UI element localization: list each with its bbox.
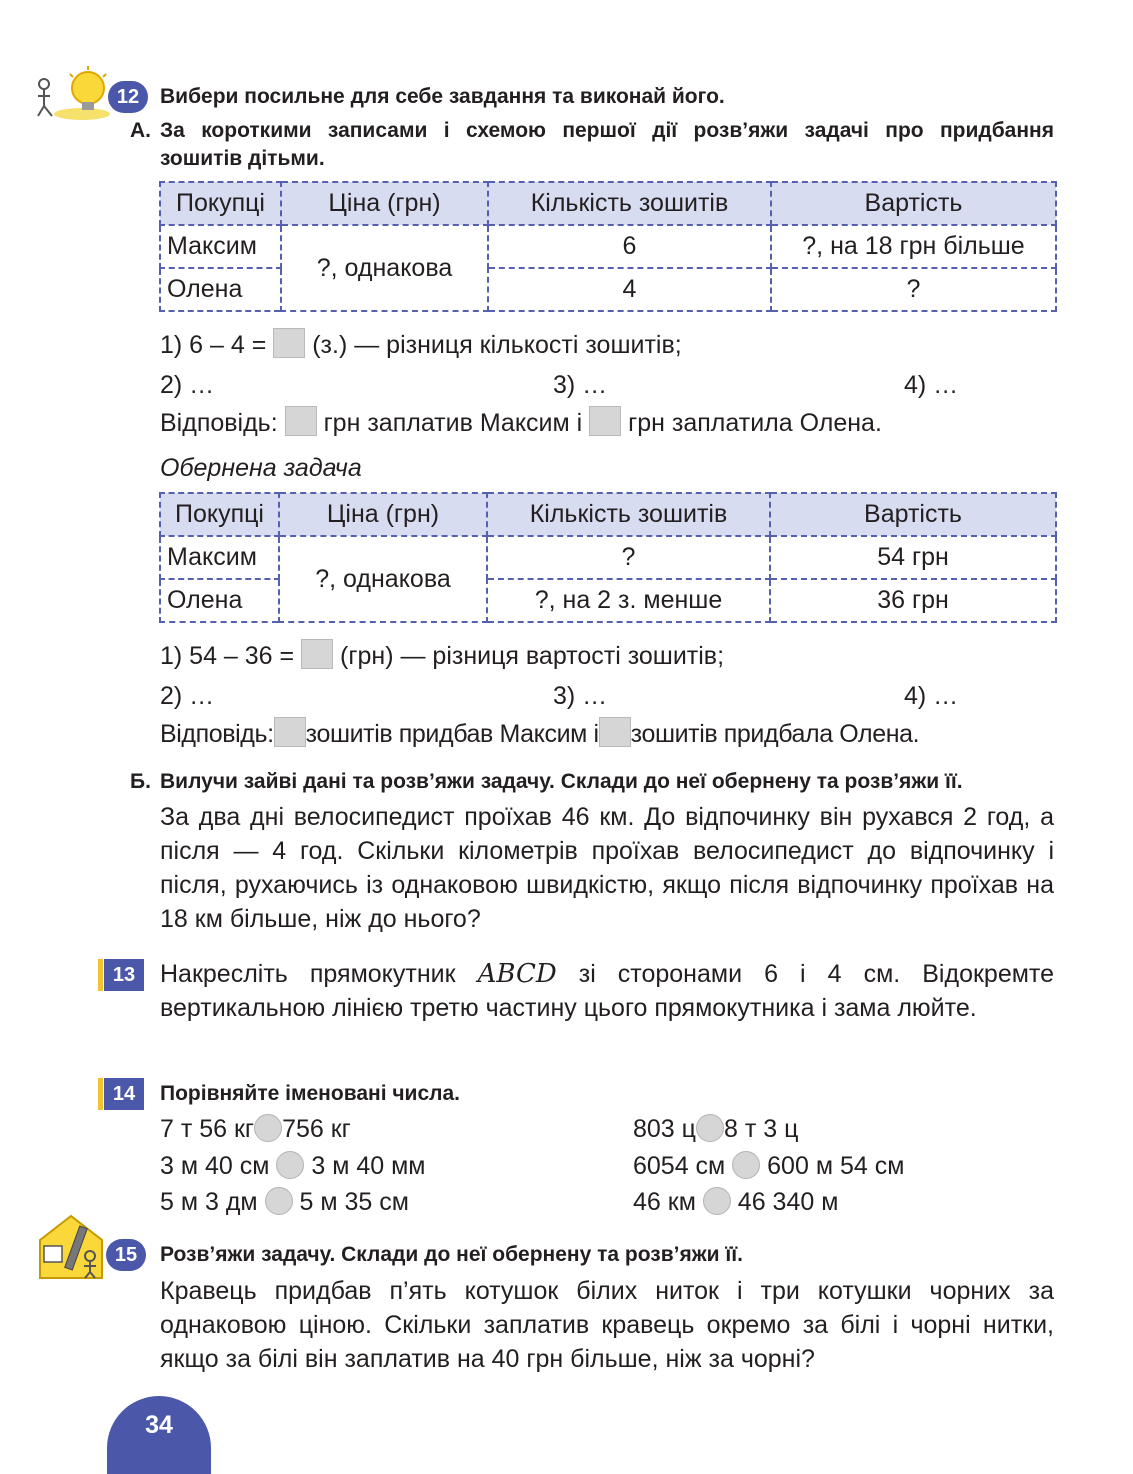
compare-row xyxy=(160,1112,351,1146)
step-1-description: (з.) — різниця кількості зошитів; xyxy=(312,331,682,359)
part-a-text-line2: зошитів дітьми. xyxy=(160,147,325,170)
table-cell: Максим xyxy=(160,225,281,268)
inverse-step-1-description: (грн) — різниця вартості зошитів; xyxy=(340,642,725,670)
compare-circle[interactable] xyxy=(254,1114,282,1142)
part-a-letter: А. xyxy=(130,119,151,142)
table-cell: ?, на 18 грн більше xyxy=(771,225,1056,268)
step-3: 3) … xyxy=(553,371,608,399)
compare-left: 5 м 3 дм xyxy=(160,1188,258,1216)
table-cell: 36 грн xyxy=(770,579,1056,622)
table-cell: ? xyxy=(487,536,770,579)
part-b-text: За два дні велосипедист проїхав 46 км. До відпочинку він рухався 2 год, а після — 4 год. Скільки кілометрів проїхав велосипедист до відпочинку і після, рухаючись із однаковою швидкістю, якщо після відпочинку проїхав на 18 км більше, ніж до нього? xyxy=(160,803,1054,933)
part-b-letter: Б. xyxy=(130,770,151,793)
part-b-title: Вилучи зайві дані та розв’яжи задачу. Склади до неї обернену та розв’яжи її. xyxy=(160,770,963,793)
task-13-text-b: зі сторонами 6 і 4 см. Відокремте вертикальною лінією третю частину цього прямокутника і зама люйте. xyxy=(160,960,1054,1022)
answer-label: Відповідь: xyxy=(160,409,278,437)
compare-circle[interactable] xyxy=(732,1151,760,1179)
task-15-title: Розв’яжи задачу. Склади до неї обернену та розв’яжи її. xyxy=(160,1243,744,1266)
compare-row xyxy=(633,1185,838,1219)
compare-right: 3 м 40 мм xyxy=(311,1152,426,1180)
inverse-step-1-line xyxy=(160,639,724,673)
table-cell: ?, на 2 з. менше xyxy=(487,579,770,622)
header-cell: Кількість зошитів xyxy=(488,182,771,225)
table-cell: 6 xyxy=(488,225,771,268)
header-cell: Вартість xyxy=(770,493,1056,536)
task-12-title: Вибери посильне для себе завдання та виконай його. xyxy=(160,85,725,108)
compare-right: 46 340 м xyxy=(737,1188,839,1216)
answer-box[interactable] xyxy=(274,717,306,747)
task-12-badge: 12 xyxy=(108,81,148,113)
inverse-answer-text-2: зошитів придбала Олена. xyxy=(630,720,920,748)
header-cell: Ціна (грн) xyxy=(281,182,488,225)
compare-circle[interactable] xyxy=(276,1151,304,1179)
part-a-text-line1: За короткими записами і схемою першої дії розв’яжи задачі про придбання xyxy=(160,119,1054,142)
task-15-text: Кравець придбав п’ять котушок білих ниток і три котушки чорних за однаковою ціною. Скільки заплатив кравець окремо за білі і чорні нитки, якщо за білі він заплатив на 40 грн більше, ніж за чорні? xyxy=(160,1277,1054,1373)
compare-left: 3 м 40 см xyxy=(160,1152,270,1180)
compare-row xyxy=(160,1149,425,1183)
compare-right: 5 м 35 см xyxy=(299,1188,409,1216)
inverse-step-4: 4) … xyxy=(904,682,959,710)
answer-box[interactable] xyxy=(301,639,333,669)
answer-box[interactable] xyxy=(589,406,621,436)
answer-text-1: грн заплатив Максим і xyxy=(323,409,583,437)
table-cell: ? xyxy=(771,268,1056,311)
compare-left: 46 км xyxy=(633,1188,696,1216)
header-cell: Покупці xyxy=(160,493,279,536)
step-1-expression: 1) 6 – 4 = xyxy=(160,331,267,359)
compare-circle[interactable] xyxy=(703,1187,731,1215)
compare-left: 6054 см xyxy=(633,1152,726,1180)
table-row xyxy=(160,225,1056,268)
answer-box[interactable] xyxy=(599,717,631,747)
compare-right: 756 кг xyxy=(282,1115,351,1143)
compare-left: 7 т 56 кг xyxy=(160,1115,255,1143)
table-header-row xyxy=(160,493,1056,536)
rectangle-label: ABCD xyxy=(477,959,557,989)
compare-row xyxy=(633,1149,904,1183)
table-cell: ?, однакова xyxy=(279,536,487,622)
inverse-task-title: Обернена задача xyxy=(160,454,362,482)
compare-left: 803 ц xyxy=(633,1115,696,1143)
answer-line xyxy=(160,406,882,440)
task-13-badge: 13 xyxy=(104,959,144,991)
answer-text-2: грн заплатила Олена. xyxy=(628,409,882,437)
table-cell: Олена xyxy=(160,579,279,622)
compare-right: 8 т 3 ц xyxy=(723,1115,799,1143)
table-cell: 54 грн xyxy=(770,536,1056,579)
task-13-text-a: Накресліть прямокутник xyxy=(160,960,456,988)
table-cell: Максим xyxy=(160,536,279,579)
step-4: 4) … xyxy=(904,371,959,399)
house-pencil-icon xyxy=(34,1212,108,1282)
header-cell: Вартість xyxy=(771,182,1056,225)
task-13-text xyxy=(160,957,1054,1025)
inverse-step-3: 3) … xyxy=(553,682,608,710)
compare-circle[interactable] xyxy=(265,1187,293,1215)
answer-box[interactable] xyxy=(285,406,317,436)
compare-row xyxy=(160,1185,409,1219)
step-1-line xyxy=(160,328,682,362)
header-cell: Ціна (грн) xyxy=(279,493,487,536)
table-cell: ?, однакова xyxy=(281,225,488,311)
task-14-badge: 14 xyxy=(104,1078,144,1110)
inverse-step-1-expression: 1) 54 – 36 = xyxy=(160,642,295,670)
header-cell: Кількість зошитів xyxy=(487,493,770,536)
compare-circle[interactable] xyxy=(696,1114,724,1142)
task-14-title: Порівняйте іменовані числа. xyxy=(160,1082,460,1105)
compare-row xyxy=(633,1112,798,1146)
table-row xyxy=(160,536,1056,579)
task-15-badge: 15 xyxy=(106,1239,146,1271)
answer-box[interactable] xyxy=(273,328,305,358)
table-inverse-purchases xyxy=(159,492,1057,623)
page-number: 34 xyxy=(107,1396,211,1474)
lightbulb-icon xyxy=(30,66,110,122)
step-2: 2) … xyxy=(160,371,215,399)
table-purchases xyxy=(159,181,1057,312)
inverse-answer-label: Відповідь: xyxy=(160,720,274,748)
compare-right: 600 м 54 см xyxy=(767,1152,905,1180)
table-cell: Олена xyxy=(160,268,281,311)
inverse-answer-text-1: зошитів придбав Максим і xyxy=(305,720,599,748)
inverse-step-2: 2) … xyxy=(160,682,215,710)
header-cell: Покупці xyxy=(160,182,281,225)
inverse-answer-line xyxy=(160,717,919,751)
table-header-row xyxy=(160,182,1056,225)
table-cell: 4 xyxy=(488,268,771,311)
